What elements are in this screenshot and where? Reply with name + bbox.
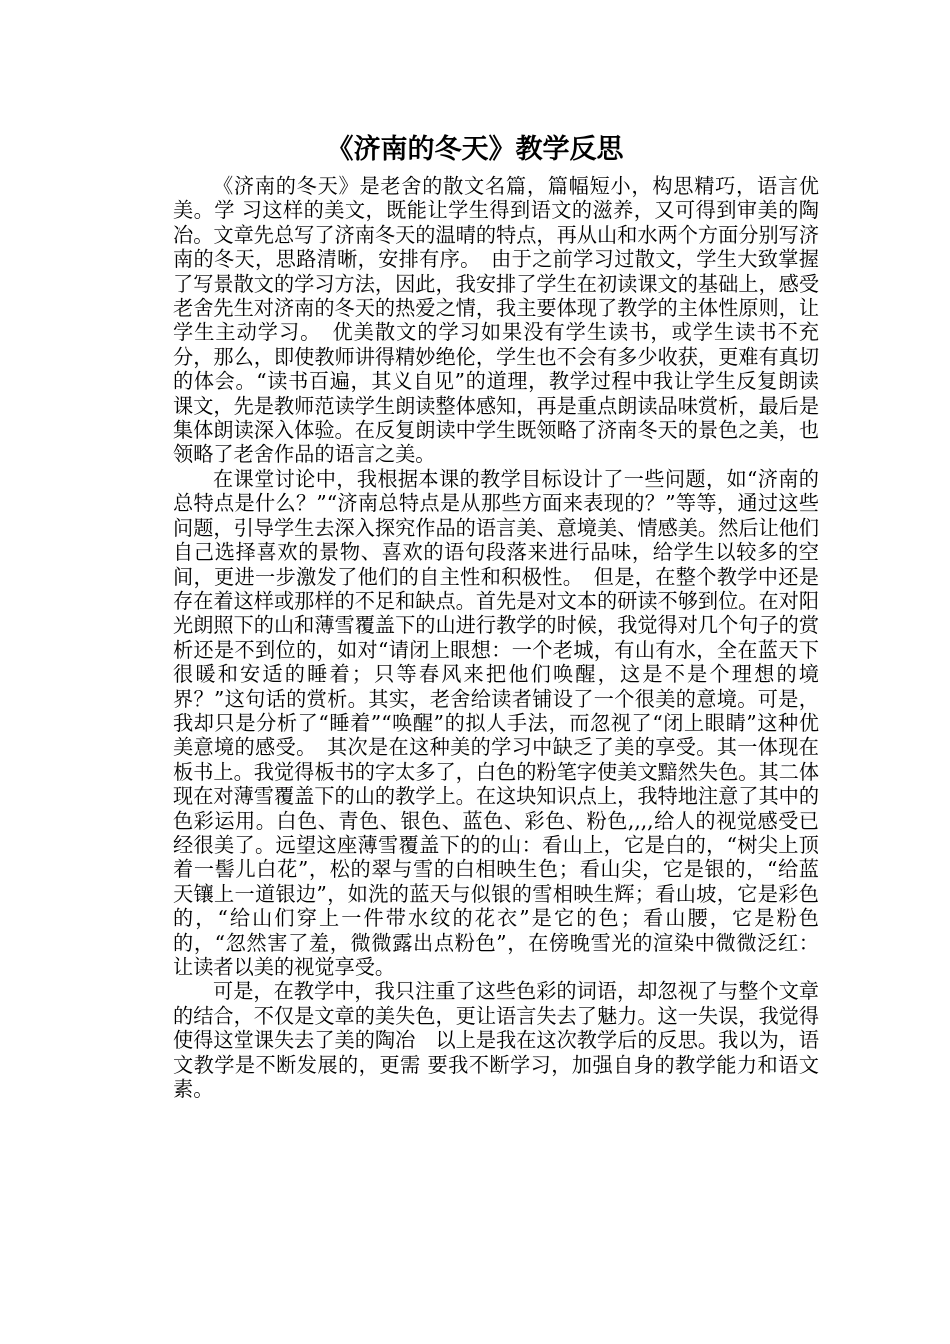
document-body xyxy=(173,174,819,1101)
paragraph-3: 可是，在教学中，我只注重了这些色彩的词语，却忽视了与整个文章的结合，不仅是文章的美失色，更让语言失去了魅力。这一失误，我觉得使得这堂课失去了美的陶冶 以上是我在这次教学后的反思。我以为，语文教学是不断发展的，更需 要我不断学习，加强自身的教学能力和语文素。 xyxy=(173,979,820,1102)
paragraph-2: 在课堂讨论中，我根据本课的教学目标设计了一些问题，如“济南的总特点是什么？”“济南总特点是从那些方面来表现的？”等等，通过这些问题，引导学生去深入探究作品的语言美、意境美、情感美。然后让他们自己选择喜欢的景物、喜欢的语句段落来进行品味，给学生以较多的空间，更进一步激发了他们的自主性和积极性。 但是，在整个教学中还是存在着这样或那样的不足和缺点。首先是对文本的研读不够到位。在对阳光朗照下的山和薄雪覆盖下的山进行教学的时候，我觉得对几个句子的赏析还是不到位的，如对“请闭上眼想：一个老城，有山有水，全在蓝天下很暖和安适的睡着；只等春风来把他们唤醒，这是不是个理想的境界？”这句话的赏析。其实，老舍给读者铺设了一个很美的意境。可是，我却只是分析了“睡着”“唤醒”的拟人手法，而忽视了“闭上眼睛”这种优美意境的感受。 其次是在这种美的学习中缺乏了美的享受。其一体现在板书上。我觉得板书的字太多了，白色的粉笔字使美文黯然失色。其二体现在对薄雪覆盖下的山的教学上。在这块知识点上，我特地注意了其中的色彩运用。白色、青色、银色、蓝色、彩色、粉色,,,,给人的视觉感受已经很美了。远望这座薄雪覆盖下的的山：看山上，它是白的，“树尖上顶着一髻儿白花”，松的翠与雪的白相映生色；看山尖，它是银的，“给蓝天镶上一道银边”，如洗的蓝天与似银的雪相映生辉；看山坡，它是彩色的，“给山们穿上一件带水纹的花衣”是它的色；看山腰，它是粉色的，“忽然害了羞，微微露出点粉色”，在傍晚雪光的渲染中微微泛红：让读者以美的视觉享受。 xyxy=(173,466,820,979)
paragraph-1: 《济南的冬天》是老舍的散文名篇，篇幅短小，构思精巧，语言优美。学 习这样的美文，既能让学生得到语文的滋养，又可得到审美的陶冶。文章先总写了济南冬天的温晴的特点，再从山和水两个方面分别写济南的冬天，思路清晰，安排有序。 由于之前学习过散文，学生大致掌握了写景散文的学习方法，因此，我安排了学生在初读课文的基础上，感受老舍先生对济南的冬天的热爱之情，我主要体现了教学的主体性原则，让学生主动学习。 优美散文的学习如果没有学生读书，或学生读书不充分，那么，即使教师讲得精妙绝伦，学生也不会有多少收获，更难有真切的体会。“读书百遍，其义自见”的道理，教学过程中我让学生反复朗读课文，先是教师范读学生朗读整体感知，再是重点朗读品味赏析，最后是集体朗读深入体验。在反复朗读中学生既领略了济南冬天的景色之美，也领略了老舍作品的语言之美。 xyxy=(173,174,820,467)
document-title: 《济南的冬天》教学反思 xyxy=(326,134,624,165)
